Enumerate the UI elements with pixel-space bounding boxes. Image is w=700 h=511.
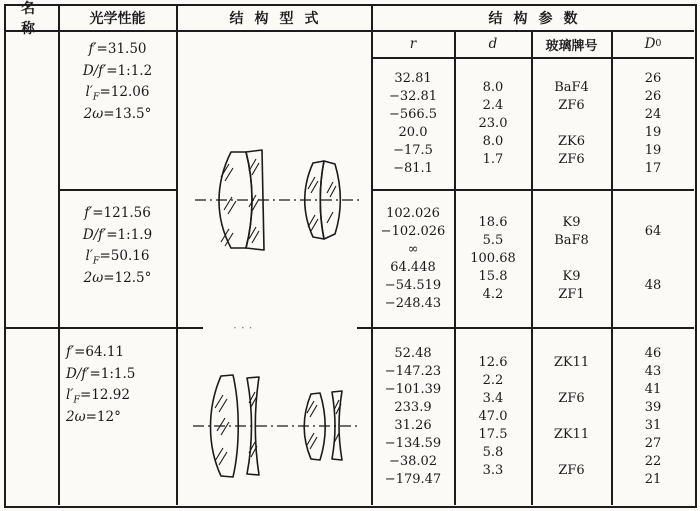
glass-grade: ZF6 <box>558 391 585 406</box>
col-header-params-label: 结构参数 <box>488 11 589 27</box>
d-value: 18.6 <box>478 215 508 230</box>
r-value: −54.519 <box>384 278 442 293</box>
subheader-d <box>455 31 531 57</box>
glass-grade: K9 <box>562 269 581 284</box>
d-value: 2.4 <box>482 98 504 113</box>
glass-grade: K9 <box>562 215 581 230</box>
d0-value: 17 <box>644 161 662 176</box>
r-value: −32.81 <box>388 89 438 104</box>
d0-value: 48 <box>644 278 662 293</box>
d0-value <box>612 205 694 223</box>
d-values-block-1 <box>455 58 531 190</box>
continuation-ellipsis: ··· <box>233 321 257 335</box>
d-value: 17.5 <box>478 427 508 442</box>
r-values-block-3 <box>372 328 454 505</box>
glass-grade: ZK6 <box>557 134 585 149</box>
glass-grade: ZF1 <box>558 287 585 302</box>
lens-diagram-doublet-pair <box>177 31 371 327</box>
d0-value: 43 <box>644 364 662 379</box>
d0-value <box>612 241 694 259</box>
glass-grade: BaF8 <box>554 233 589 248</box>
r-value: −102.026 <box>380 224 446 239</box>
d0-value: 41 <box>644 382 662 397</box>
r-value: 52.48 <box>394 346 432 361</box>
r-value: −566.5 <box>388 107 438 122</box>
d0-value: 19 <box>644 143 662 158</box>
d0-values-block-2 <box>612 190 694 328</box>
r-value: −101.39 <box>384 382 442 397</box>
col-header-name <box>5 1 58 37</box>
d-value: 5.8 <box>482 445 504 460</box>
d0-value: 26 <box>644 89 662 104</box>
d-value: 8.0 <box>482 134 504 149</box>
r-value: −248.43 <box>384 296 442 311</box>
r-value: −134.59 <box>384 436 442 451</box>
r-value: −147.23 <box>384 364 442 379</box>
r-value: −81.1 <box>393 161 433 176</box>
subheader-r <box>372 31 454 57</box>
back-focal-distance: $l'_F=12.06$ <box>85 84 150 103</box>
subheader-glass <box>532 31 611 57</box>
glass-values-block-3 <box>532 328 611 505</box>
glass-grade <box>532 408 611 426</box>
col-header-params <box>372 5 694 31</box>
focal-length: f′=121.56 <box>84 205 151 221</box>
glass-grade <box>532 115 611 133</box>
d-value: 4.2 <box>482 287 504 302</box>
col-header-name-label: 名称 <box>21 1 51 37</box>
optical-performance-block-3 <box>59 328 176 505</box>
d-value: 1.7 <box>482 152 504 167</box>
glass-grade <box>532 372 611 390</box>
glass-values-block-1 <box>532 58 611 190</box>
d-value: 47.0 <box>478 409 508 424</box>
focal-length: f′=31.50 <box>88 41 147 57</box>
d0-value: 21 <box>644 472 662 487</box>
aperture-ratio: D/f′=1:1.5 <box>66 365 136 382</box>
d-value: 5.5 <box>482 233 504 248</box>
r-value: 102.026 <box>386 206 440 221</box>
d0-value: 19 <box>644 125 662 140</box>
r-value: 233.9 <box>394 400 432 415</box>
r-value: 20.0 <box>398 125 428 140</box>
glass-grade <box>532 250 611 268</box>
r-value: ∞ <box>407 242 419 257</box>
d-value: 12.6 <box>478 355 508 370</box>
d-value: 15.8 <box>478 269 508 284</box>
back-focal-distance: $l'_F=12.92$ <box>66 387 130 406</box>
d0-values-block-1 <box>612 58 694 190</box>
field-angle: 2ω=12° <box>66 408 121 425</box>
d0-value: 24 <box>644 107 662 122</box>
glass-grade: ZK11 <box>553 355 590 370</box>
subheader-d0: D 0 <box>644 36 662 52</box>
glass-grade: ZF6 <box>558 463 585 478</box>
d0-value: 46 <box>644 346 662 361</box>
glass-grade <box>532 444 611 462</box>
d-value: 8.0 <box>482 80 504 95</box>
subheader-glass-label: 玻璃牌号 <box>545 38 598 54</box>
back-focal-distance: $l'_F=50.16$ <box>85 248 150 267</box>
field-angle: 2ω=12.5° <box>83 269 152 286</box>
d0-value: 64 <box>644 224 662 239</box>
lens-diagram-four-element <box>177 328 371 506</box>
r-values-block-1 <box>372 58 454 190</box>
r-value: −179.47 <box>384 472 442 487</box>
r-value: 64.448 <box>390 260 436 275</box>
field-angle: 2ω=13.5° <box>83 105 152 122</box>
glass-grade: ZK11 <box>553 427 590 442</box>
glass-grade: ZF6 <box>558 98 585 113</box>
subheader-d0-label: D <box>644 36 656 52</box>
name-cell-group-2 <box>5 328 58 505</box>
subheader-r-label: r <box>409 36 417 52</box>
col-header-structure <box>177 5 371 31</box>
d0-value: 26 <box>644 71 662 86</box>
r-values-block-2 <box>372 190 454 328</box>
d-values-block-2 <box>455 190 531 328</box>
d-value: 3.3 <box>482 463 504 478</box>
glass-grade: ZF6 <box>558 152 585 167</box>
aperture-ratio: D/f′=1:1.2 <box>82 62 153 79</box>
d0-values-block-3 <box>612 328 694 505</box>
d-value: 23.0 <box>478 116 508 131</box>
name-cell-group-1 <box>5 31 58 327</box>
d0-value: 22 <box>644 454 662 469</box>
aperture-ratio: D/f′=1:1.9 <box>82 226 153 243</box>
d0-value: 31 <box>644 418 662 433</box>
glass-values-block-2 <box>532 190 611 328</box>
d-value: 100.68 <box>470 251 516 266</box>
d0-value: 27 <box>644 436 662 451</box>
r-value: −17.5 <box>393 143 433 158</box>
d0-value <box>612 259 694 277</box>
d-value: 2.2 <box>482 373 504 388</box>
focal-length: f′=64.11 <box>66 344 125 360</box>
col-header-optical <box>59 5 176 31</box>
d-values-block-3 <box>455 328 531 505</box>
col-header-optical-label: 光学性能 <box>89 11 146 27</box>
d0-value: 39 <box>644 400 662 415</box>
d0-value <box>612 295 694 313</box>
r-value: −38.02 <box>388 454 438 469</box>
d-value: 3.4 <box>482 391 504 406</box>
glass-grade: BaF4 <box>554 80 589 95</box>
optical-performance-block-1 <box>59 31 176 189</box>
optical-performance-block-2 <box>59 190 176 327</box>
r-value: 31.26 <box>394 418 432 433</box>
col-header-structure-label: 结构型式 <box>229 11 330 27</box>
subheader-d-label: d <box>488 36 498 52</box>
r-value: 32.81 <box>394 71 432 86</box>
